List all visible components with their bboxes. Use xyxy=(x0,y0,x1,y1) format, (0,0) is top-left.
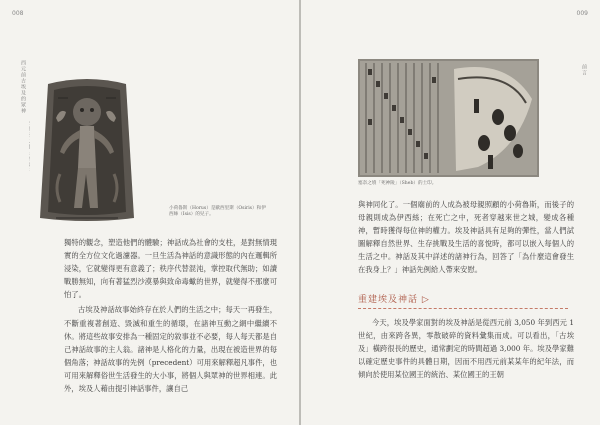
section-divider xyxy=(358,308,568,309)
page-number-right: 009 xyxy=(576,10,588,17)
horus-stela-image xyxy=(30,78,144,224)
figure-caption-right: 塞奈之墳「死神陵」（Sheb）的土印。 xyxy=(358,181,437,186)
caption-line-2: 西絲（Isis）的兒子。 xyxy=(169,212,214,218)
caption-line-1: 小荷魯斯（Horus）是歐西里斯（Osiris）和伊 xyxy=(169,206,266,211)
side-label-left: 西元前古埃及的眾神 xyxy=(20,60,26,114)
left-paragraph: 獨特的觀念，塑造他們的體驗；神話成為社會的支柱，是對無情現實的全方位文化過濾器。一旦生活為神話的意識形態的內在邏輯所浸染，它就變得更有意義了；秩序代替混沌，掌控取代無助；如讀戰勝無知，向有著猛烈沙漠暴與致命毒蠍的世界，就變得不那麼可怕了。 xyxy=(64,238,277,300)
left-page xyxy=(0,0,299,425)
right-paragraph: 與神同化了。一個廟前的人成為被母親照顧的小荷魯斯，而後子的母親則成為伊西絲；在死亡之中，死者穿越來世之城，變成各種神，暫時獲得每位神的權力。埃及神話具有足夠的彈性，當人們試圖解釋自然世界、生存挑戰及生活的喜悅時，都可以嵌入每個人的生活之中。神話及其中詳述的諸神行為，回答了「為什麼這會發生在我身上？」神話先例給人帶來安慰。 xyxy=(358,200,574,275)
section-title: 重建埃及神話 ▷ xyxy=(358,295,430,305)
section-body-text xyxy=(358,316,574,381)
left-body-text xyxy=(64,236,277,395)
side-label-right: 前言 xyxy=(581,64,587,76)
left-paragraph: 古埃及神話故事始終存在於人們的生活之中；每天一再發生，不斷重複著創造、毀滅和重生的循環，在諸神互動之網中繼續不休。將這些故事安排為一種固定的敘事並不必要，每人每天都是自己神話故事的主人翁。諸神是人格化的力量，出現在被造世界的每個角落；神話故事的先例（precedent）可用來解釋超凡事件，也可用來解釋俗世生活發生的大小事，將個人與眾神的世界相連。此外，埃及人藉由提引神話事件，讓自己 xyxy=(64,305,277,394)
right-body-text xyxy=(358,198,574,277)
papyrus-image xyxy=(358,59,539,177)
page-number-left: 008 xyxy=(12,10,24,17)
figure-caption-left xyxy=(169,206,266,219)
section-paragraph: 今天，埃及學家面對的埃及神話是從西元前 3,050 年到西元 1 世紀，由來跨各異，零散破碎的資料彙集而成。可以看出，「古埃及」橫跨很長的歷史，通常劃定的時間超過 3,000 年。埃及學家難以確定歷史事件的具體日期，因而不用西元前某某年的紀年法，而傾向於使用某位國王的統治、某位國王的王朝 xyxy=(358,318,574,380)
